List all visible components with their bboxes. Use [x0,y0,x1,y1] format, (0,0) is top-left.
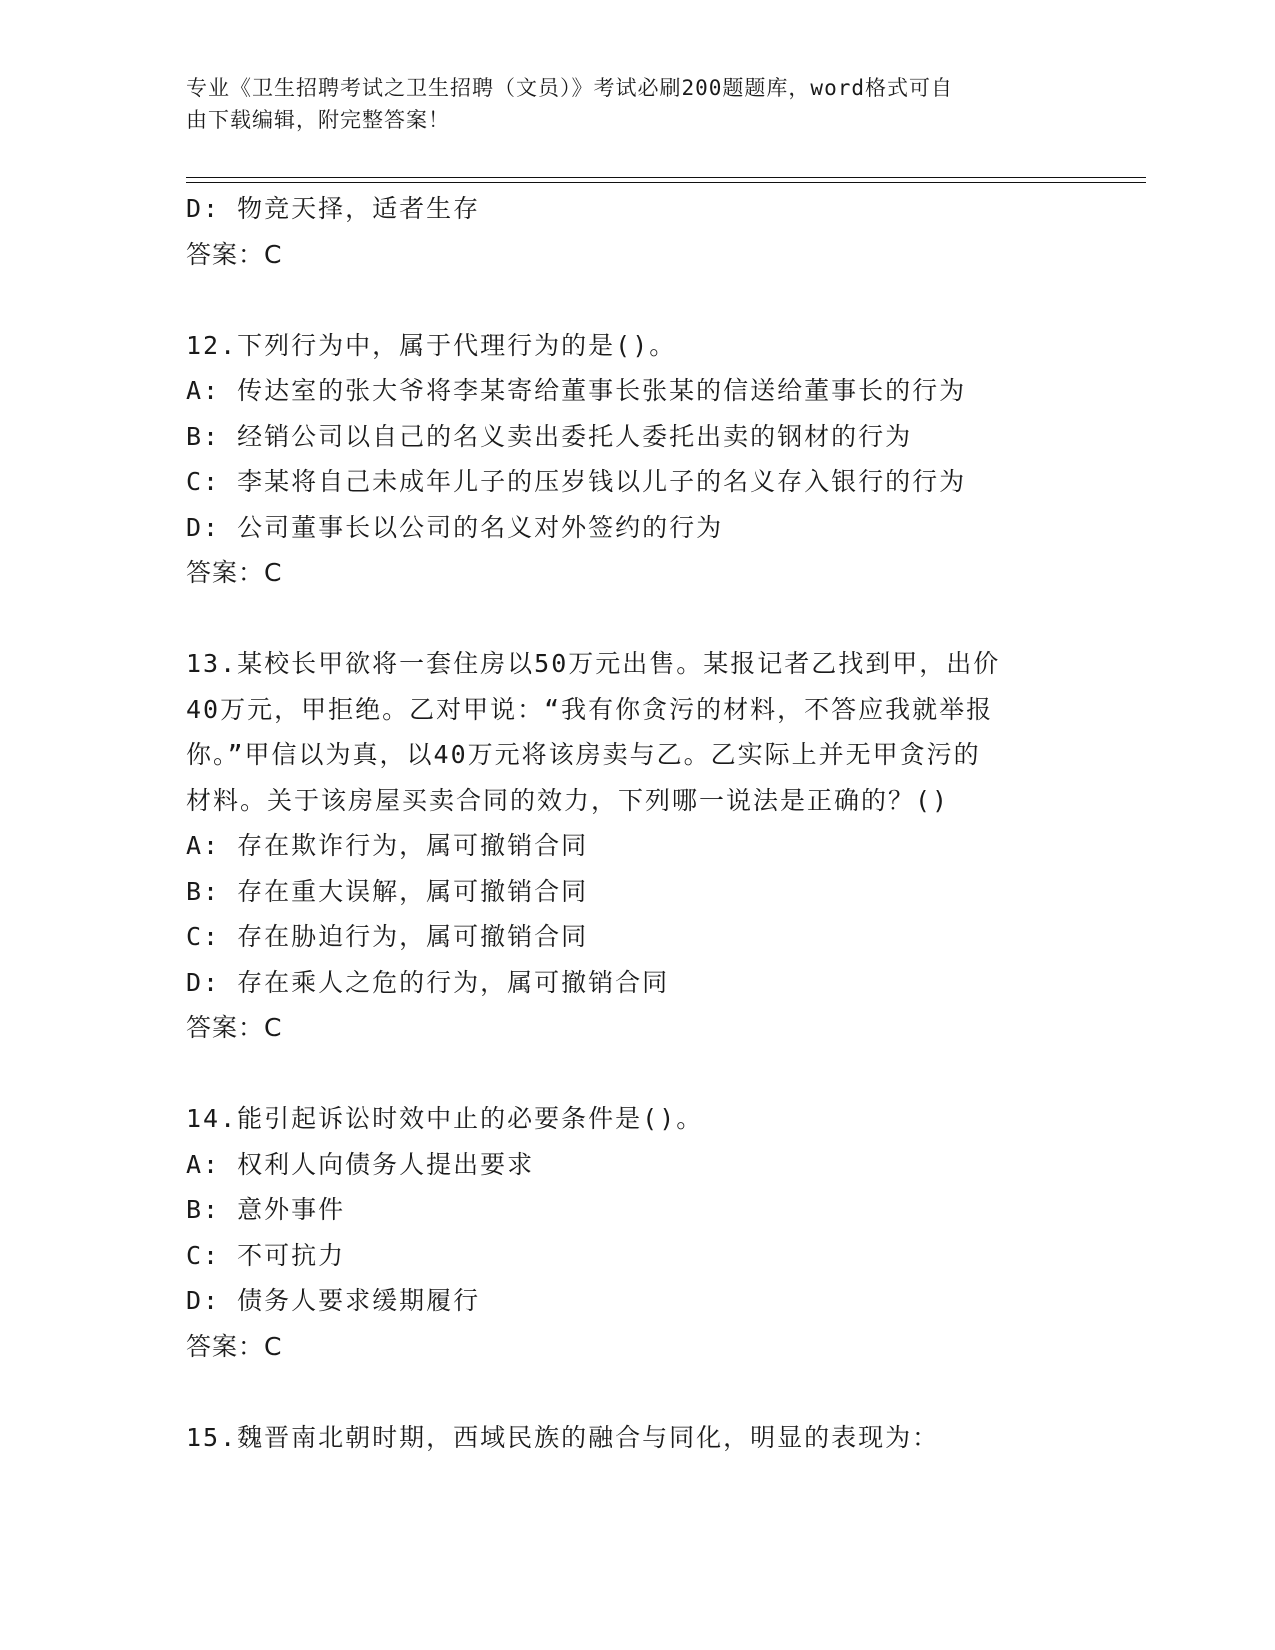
answer-line: 答案：C [186,558,283,587]
option-a: A: 传达室的张大爷将李某寄给董事长张某的信送给董事长的行为 [186,376,967,405]
header-divider-top [186,177,1146,178]
answer-line: 答案：C [186,1013,283,1042]
question-content [186,186,1086,1460]
question-stem: 40万元，甲拒绝。乙对甲说：“我有你贪污的材料，不答应我就举报 [186,694,994,724]
option-d: D: 存在乘人之危的行为，属可撤销合同 [186,967,670,997]
option-d: D: 公司董事长以公司的名义对外签约的行为 [186,512,724,542]
option-b: B: 经销公司以自己的名义卖出委托人委托出卖的钢材的行为 [186,421,913,451]
option-b: B: 意外事件 [186,1195,346,1224]
question-13 [186,641,1086,1051]
question-stem: 材料。关于该房屋买卖合同的效力，下列哪一说法是正确的？() [186,785,950,815]
question-spacer [186,277,1086,323]
question-stem: 你。”甲信以为真，以40万元将该房卖与乙。乙实际上并无甲贪污的 [186,740,981,769]
option-c: C: 李某将自己未成年儿子的压岁钱以儿子的名义存入银行的行为 [186,467,967,496]
question-stem: 12.下列行为中，属于代理行为的是()。 [186,330,677,360]
question-stem: 13.某校长甲欲将一套住房以50万元出售。某报记者乙找到甲，出价 [186,649,1001,678]
question-14 [186,1096,1086,1369]
answer-line: 答案：C [186,239,283,269]
header-line-2: 由下载编辑，附完整答案！ [186,108,450,132]
question-spacer [186,596,1086,642]
question-12 [186,323,1086,596]
option-a: A: 存在欺诈行为，属可撤销合同 [186,831,589,860]
option-d: D: 债务人要求缓期履行 [186,1286,481,1315]
question-11-tail [186,186,1086,277]
header-divider-bottom [186,182,1146,183]
document-header [186,72,1066,136]
option-c: C: 存在胁迫行为，属可撤销合同 [186,922,589,951]
question-stem: 14.能引起诉讼时效中止的必要条件是()。 [186,1104,704,1133]
question-spacer [186,1051,1086,1097]
question-spacer [186,1369,1086,1415]
answer-line: 答案：C [186,1331,283,1361]
question-15 [186,1415,1086,1461]
option-b: B: 存在重大误解，属可撤销合同 [186,876,589,906]
question-stem: 15.魏晋南北朝时期，西域民族的融合与同化，明显的表现为： [186,1422,940,1452]
option-c: C: 不可抗力 [186,1240,346,1270]
option-d: D: 物竞天择，适者生存 [186,194,481,223]
header-line-1: 专业《卫生招聘考试之卫生招聘（文员）》考试必刷200题题库，word格式可自 [186,76,953,100]
option-a: A: 权利人向债务人提出要求 [186,1149,535,1179]
